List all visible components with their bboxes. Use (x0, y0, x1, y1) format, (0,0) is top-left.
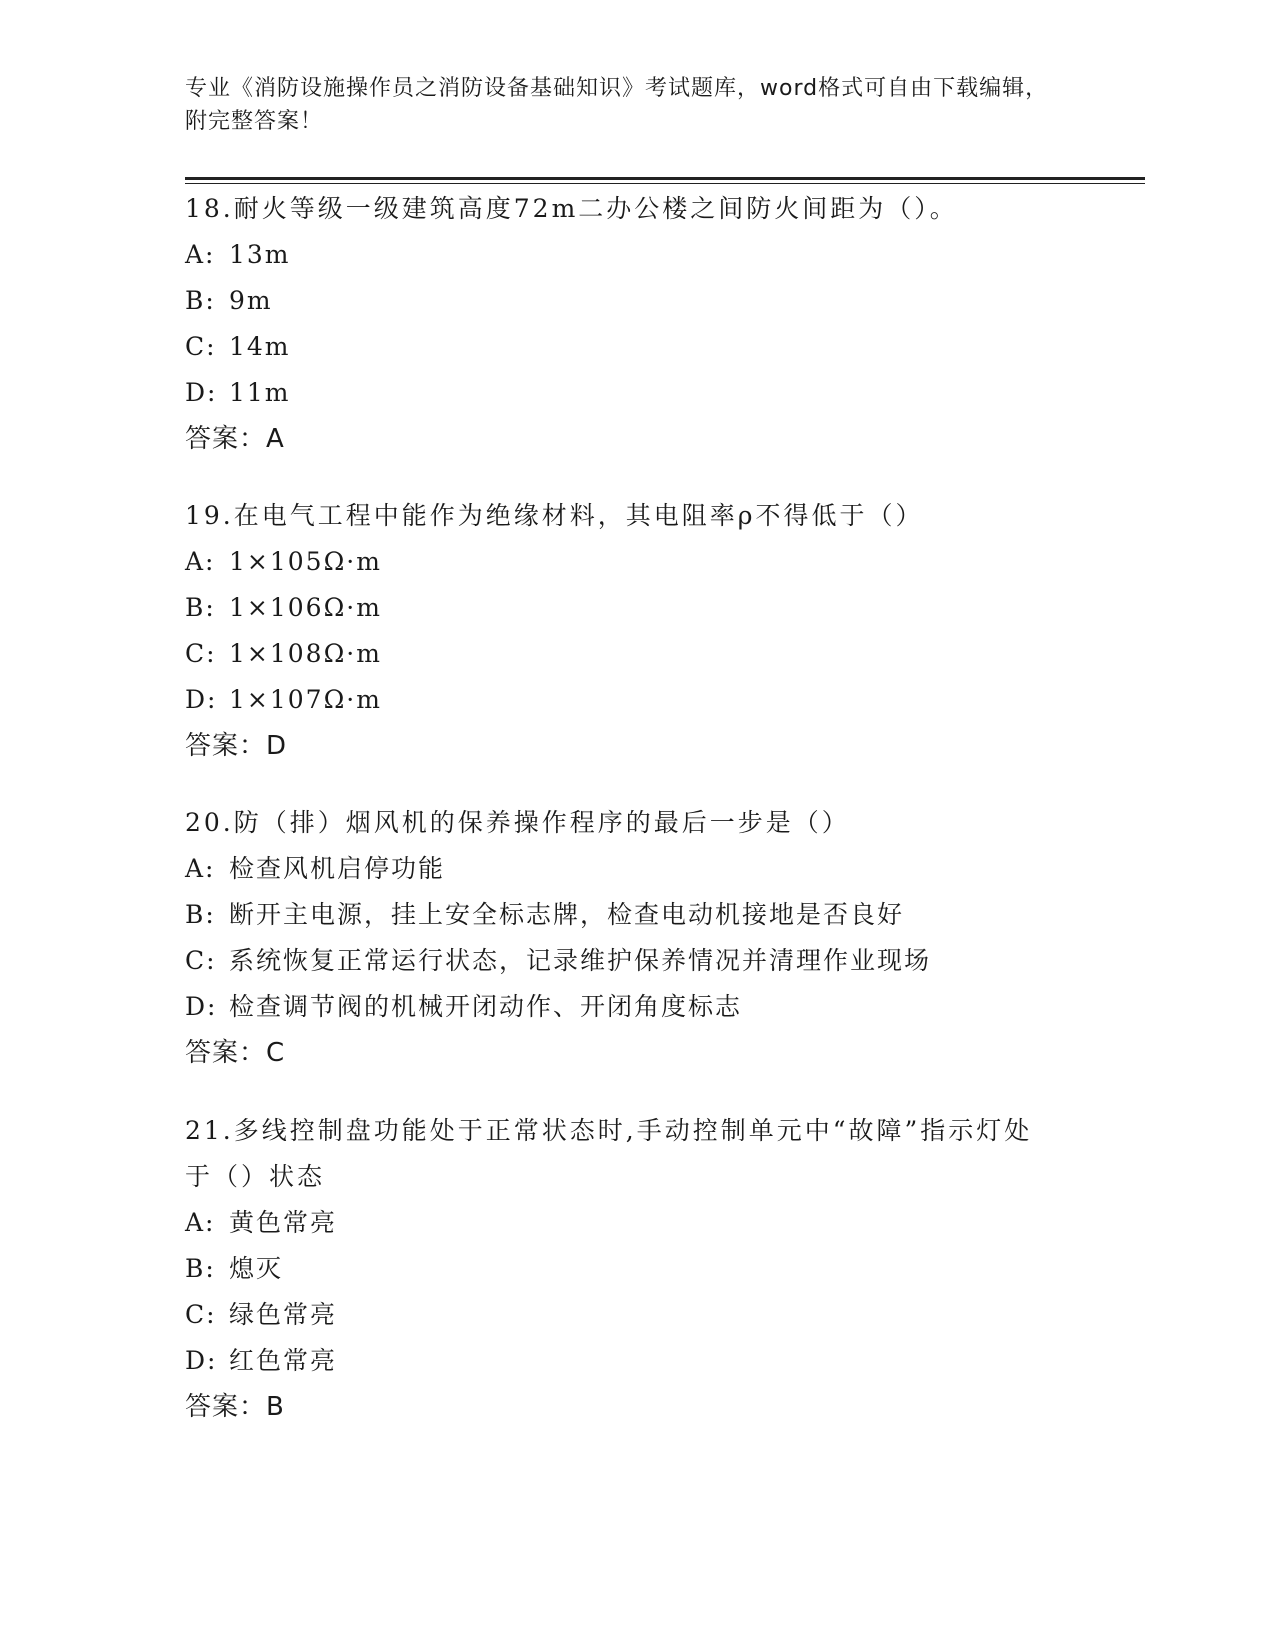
answer-line: 答案：C (185, 1038, 286, 1068)
option-text: 断开主电源，挂上安全标志牌，检查电动机接地是否良好 (229, 900, 905, 929)
option-letter: C: (185, 946, 217, 975)
question-20 (185, 800, 1085, 1076)
option-letter: D: (185, 992, 218, 1021)
option-text: 13m (229, 240, 291, 269)
option-d (185, 1338, 1045, 1384)
option-b (185, 892, 1085, 938)
option-text: 9m (229, 286, 273, 315)
option-b (185, 278, 1085, 324)
option-letter: A: (185, 854, 216, 883)
option-letter: B: (185, 593, 216, 622)
option-b (185, 585, 1085, 631)
question-stem: 19.在电气工程中能作为绝缘材料，其电阻率ρ不得低于（） (185, 501, 924, 530)
option-letter: A: (185, 547, 216, 576)
option-letter: B: (185, 286, 216, 315)
answer-line: 答案：A (185, 424, 285, 454)
option-letter: C: (185, 332, 217, 361)
option-letter: B: (185, 900, 216, 929)
option-letter: D: (185, 378, 218, 407)
option-a (185, 539, 1085, 585)
option-letter: D: (185, 1346, 218, 1375)
option-d (185, 677, 1085, 723)
option-c (185, 938, 1085, 984)
option-c (185, 631, 1085, 677)
option-text: 14m (229, 332, 291, 361)
option-letter: B: (185, 1254, 216, 1283)
question-stem: 20.防（排）烟风机的保养操作程序的最后一步是（） (185, 808, 850, 837)
option-text: 11m (229, 378, 291, 407)
question-stem: 18.耐火等级一级建筑高度72m二办公楼之间防火间距为（）。 (185, 194, 958, 223)
option-letter: D: (185, 685, 218, 714)
answer-line: 答案：B (185, 1392, 285, 1422)
option-c (185, 324, 1085, 370)
option-a (185, 846, 1085, 892)
option-text: 检查调节阀的机械开闭动作、开闭角度标志 (229, 992, 743, 1021)
option-text: 绿色常亮 (229, 1300, 338, 1329)
option-c (185, 1292, 1045, 1338)
answer-line: 答案：D (185, 731, 288, 761)
option-a (185, 1200, 1045, 1246)
question-21 (185, 1108, 1045, 1430)
option-text: 1×107Ω·m (229, 685, 382, 714)
option-text: 黄色常亮 (229, 1208, 338, 1237)
question-stem: 21.多线控制盘功能处于正常状态时,手动控制单元中“故障”指示灯处于（）状态 (185, 1116, 1033, 1191)
option-text: 红色常亮 (229, 1346, 338, 1375)
option-letter: A: (185, 240, 216, 269)
document-header: 专业《消防设施操作员之消防设备基础知识》考试题库，word格式可自由下载编辑，附完整答案！ (185, 76, 1049, 134)
option-text: 1×105Ω·m (229, 547, 382, 576)
option-d (185, 984, 1085, 1030)
option-d (185, 370, 1085, 416)
option-text: 1×106Ω·m (229, 593, 382, 622)
option-letter: C: (185, 639, 217, 668)
option-text: 检查风机启停功能 (229, 854, 446, 883)
option-text: 系统恢复正常运行状态，记录维护保养情况并清理作业现场 (229, 946, 932, 975)
option-a (185, 232, 1085, 278)
option-text: 熄灭 (229, 1254, 284, 1283)
header-divider-thick (185, 177, 1145, 180)
question-18 (185, 186, 1085, 462)
option-letter: C: (185, 1300, 217, 1329)
question-19 (185, 493, 1085, 769)
option-text: 1×108Ω·m (229, 639, 382, 668)
option-letter: A: (185, 1208, 216, 1237)
option-b (185, 1246, 1045, 1292)
header-divider-thin (185, 183, 1145, 184)
